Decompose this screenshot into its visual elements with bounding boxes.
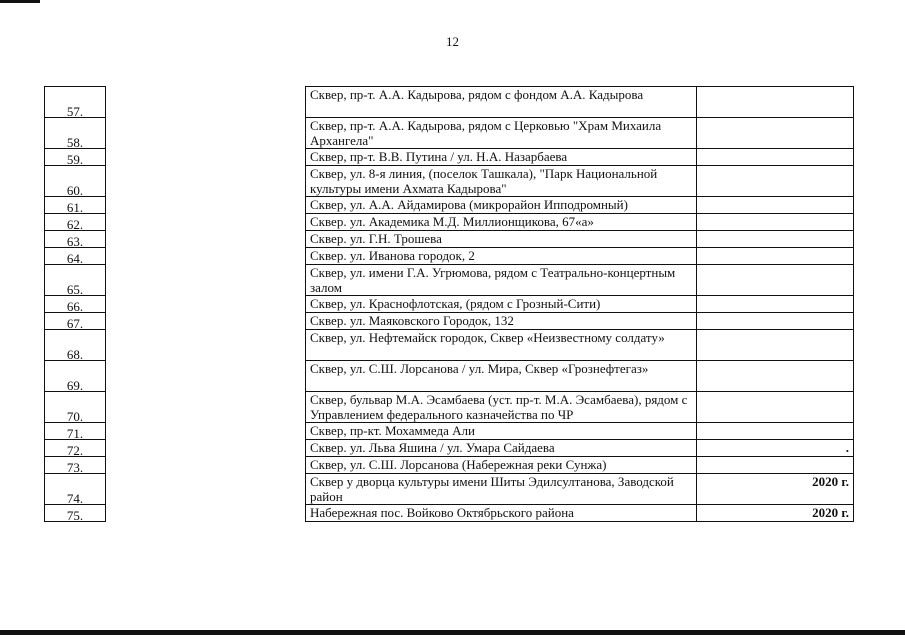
row-number: 61. bbox=[45, 197, 106, 214]
year-cell bbox=[697, 87, 854, 118]
object-name: Сквер, пр-т. В.В. Путина / ул. Н.А. Назарбаева bbox=[306, 149, 697, 166]
object-name: Сквер, ул. Нефтемайск городок, Сквер «Неизвестному солдату» bbox=[306, 330, 697, 361]
table-row bbox=[45, 87, 854, 118]
bottom-edge-mark bbox=[0, 630, 905, 635]
object-name: Сквер. ул. Академика М.Д. Миллионщикова, 67«а» bbox=[306, 214, 697, 231]
object-name: Сквер, пр-кт. Мохаммеда Али bbox=[306, 423, 697, 440]
object-name: Сквер, ул. С.Ш. Лорсанова / ул. Мира, Сквер «Грознефтегаз» bbox=[306, 361, 697, 392]
row-number: 68. bbox=[45, 330, 106, 361]
row-number: 66. bbox=[45, 296, 106, 313]
row-number: 75. bbox=[45, 505, 106, 522]
empty-column bbox=[106, 87, 306, 522]
year-cell bbox=[697, 166, 854, 197]
year-cell bbox=[697, 330, 854, 361]
year-cell bbox=[697, 214, 854, 231]
object-name: Сквер, ул. С.Ш. Лорсанова (Набережная реки Сунжа) bbox=[306, 457, 697, 474]
year-cell bbox=[697, 248, 854, 265]
year-cell: 2020 г. bbox=[697, 474, 854, 505]
object-name: Сквер, ул. Краснофлотская, (рядом с Грозный-Сити) bbox=[306, 296, 697, 313]
page-number: 12 bbox=[446, 34, 459, 49]
object-name: Сквер у дворца культуры имени Шиты Эдилсултанова, Заводской район bbox=[306, 474, 697, 505]
year-cell bbox=[697, 265, 854, 296]
top-edge-mark bbox=[0, 0, 40, 3]
year-cell bbox=[697, 296, 854, 313]
row-number: 60. bbox=[45, 166, 106, 197]
row-number: 58. bbox=[45, 118, 106, 149]
year-cell bbox=[697, 231, 854, 248]
year-cell: . bbox=[697, 440, 854, 457]
year-cell bbox=[697, 361, 854, 392]
object-name: Сквер, пр-т. А.А. Кадырова, рядом с Церковью "Храм Михаила Архангела" bbox=[306, 118, 697, 149]
object-name: Сквер, ул. 8-я линия, (поселок Ташкала), "Парк Национальной культуры имени Ахмата Кадырова" bbox=[306, 166, 697, 197]
object-name: Набережная пос. Войково Октябрьского района bbox=[306, 505, 697, 522]
row-number: 71. bbox=[45, 423, 106, 440]
year-cell: 2020 г. bbox=[697, 505, 854, 522]
row-number: 72. bbox=[45, 440, 106, 457]
registry-table bbox=[44, 86, 854, 522]
year-cell bbox=[697, 149, 854, 166]
year-cell bbox=[697, 118, 854, 149]
object-name: Сквер, пр-т. А.А. Кадырова, рядом с фондом А.А. Кадырова bbox=[306, 87, 697, 118]
row-number: 69. bbox=[45, 361, 106, 392]
object-name: Сквер. ул. Льва Яшина / ул. Умара Сайдаева bbox=[306, 440, 697, 457]
object-name: Сквер, бульвар М.А. Эсамбаева (уст. пр-т. М.А. Эсамбаева), рядом с Управлением федерального казначейства по ЧР bbox=[306, 392, 697, 423]
year-cell bbox=[697, 457, 854, 474]
row-number: 67. bbox=[45, 313, 106, 330]
row-number: 70. bbox=[45, 392, 106, 423]
row-number: 63. bbox=[45, 231, 106, 248]
row-number: 73. bbox=[45, 457, 106, 474]
row-number: 59. bbox=[45, 149, 106, 166]
object-name: Сквер, ул. А.А. Айдамирова (микрорайон Ипподромный) bbox=[306, 197, 697, 214]
year-cell bbox=[697, 423, 854, 440]
object-name: Сквер. ул. Иванова городок, 2 bbox=[306, 248, 697, 265]
year-cell bbox=[697, 197, 854, 214]
row-number: 64. bbox=[45, 248, 106, 265]
row-number: 62. bbox=[45, 214, 106, 231]
row-number: 65. bbox=[45, 265, 106, 296]
object-name: Сквер, ул. имени Г.А. Угрюмова, рядом с Театрально-концертным залом bbox=[306, 265, 697, 296]
year-cell bbox=[697, 392, 854, 423]
year-cell bbox=[697, 313, 854, 330]
object-name: Сквер. ул. Маяковского Городок, 132 bbox=[306, 313, 697, 330]
row-number: 57. bbox=[45, 87, 106, 118]
row-number: 74. bbox=[45, 474, 106, 505]
object-name: Сквер. ул. Г.Н. Трошева bbox=[306, 231, 697, 248]
